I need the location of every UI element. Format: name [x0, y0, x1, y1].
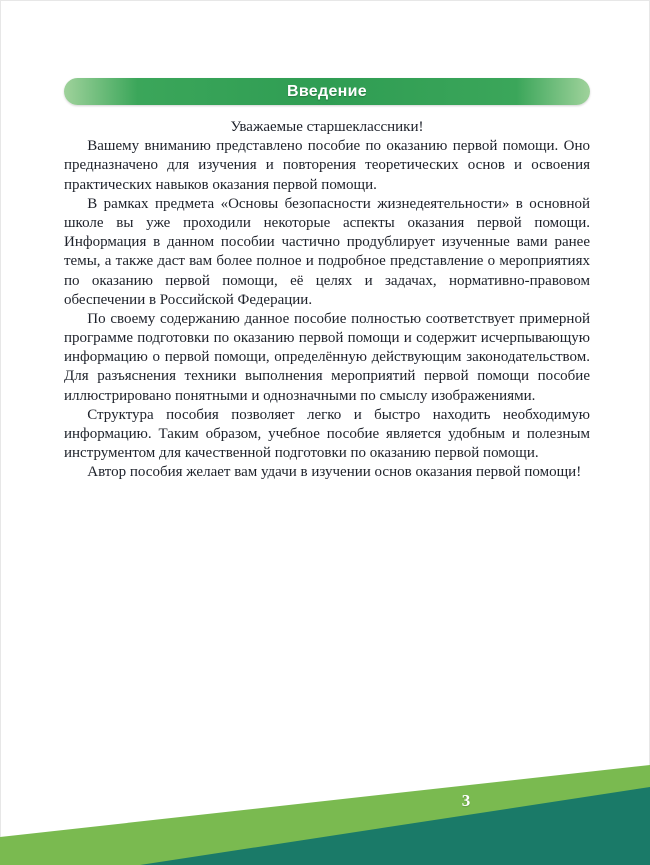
intro-paragraph: Структура пособия позволяет легко и быстро находить необходимую информацию. Таким образом, учебное пособие является удобным и полезным инструментом для качественной подготовки по оказанию первой помощи.	[64, 406, 590, 462]
chapter-title: Введение	[287, 82, 367, 100]
chapter-body	[64, 118, 590, 483]
footer-decoration	[0, 765, 650, 865]
intro-paragraph: Вашему вниманию представлено пособие по оказанию первой помощи. Оно предназначено для изучения и повторения теоретических основ и освоения практических навыков оказания первой помощи.	[64, 138, 590, 193]
page-number: 3	[461, 791, 471, 810]
intro-paragraph: Автор пособия желает вам удачи в изучении основ оказания первой помощи!	[87, 464, 582, 481]
greeting-line: Уважаемые старшеклассники!	[230, 119, 424, 135]
intro-paragraph: В рамках предмета «Основы безопасности жизнедеятельности» в основной школе вы уже проходили некоторые аспекты оказания первой помощи. Информация в данном пособии частично продублирует изученные вами ранее темы, а также даст вам более полное и подробное представление о мероприятиях по оказанию первой помощи, её целях и задачах, нормативно-правовом обеспечении в Российской Федерации.	[64, 195, 590, 308]
chapter-header-banner	[64, 78, 590, 105]
intro-paragraph: По своему содержанию данное пособие полностью соответствует примерной программе подготовки по оказанию первой помощи и содержит исчерпывающую информацию о первой помощи, определённую действующим законодательством. Для разъяснения техники выполнения мероприятий первой помощи пособие иллюстрировано понятными и однозначными по смыслу изображениями.	[64, 310, 590, 404]
